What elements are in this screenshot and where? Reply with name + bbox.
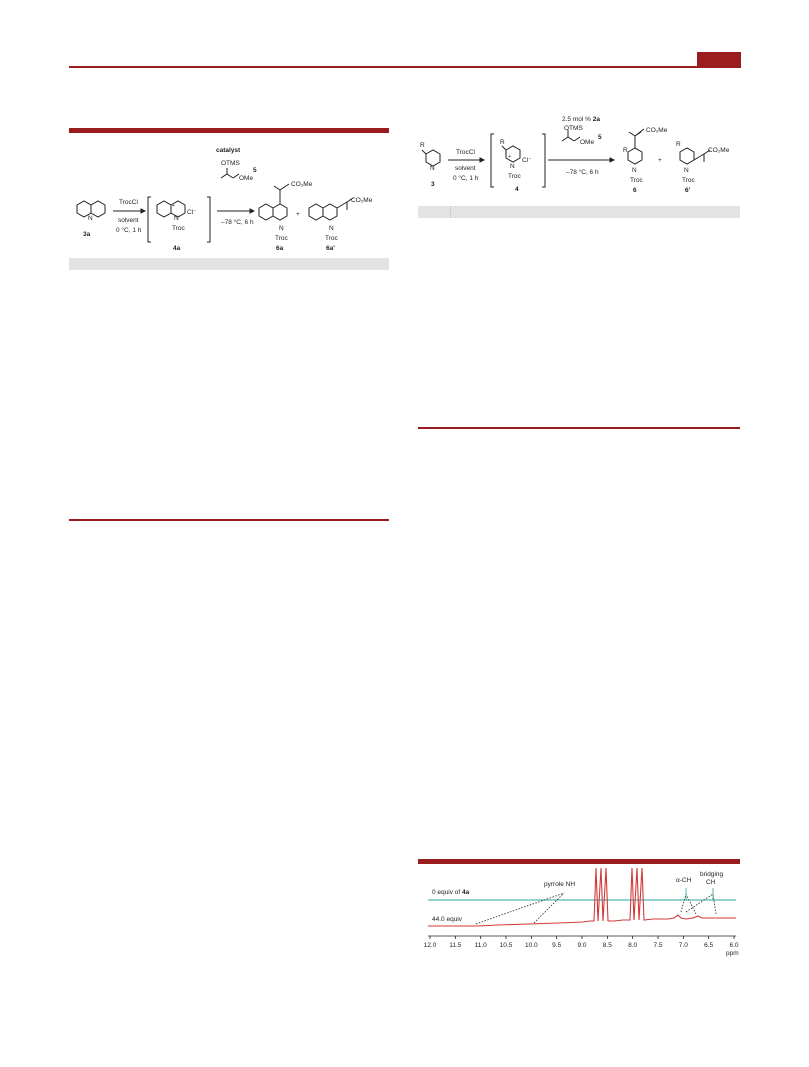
nmr-tick-label: 11.0 xyxy=(474,942,487,949)
left-reagent-top: TrocCl xyxy=(119,199,138,206)
right-catalyst-pre: 2.5 mol % xyxy=(562,116,593,123)
right-n-start: N xyxy=(430,165,435,172)
nmr-tick-label: 12.0 xyxy=(423,942,437,949)
right-chloride: Cl⁻ xyxy=(522,157,532,164)
right-r-prod2: R xyxy=(676,141,681,148)
nmr-trace-bottom-label: 44.0 equiv xyxy=(432,916,462,923)
left-plus: + xyxy=(172,203,175,209)
right-prod2-label: 6' xyxy=(685,187,691,194)
left-table-bottom-rule xyxy=(69,519,389,521)
right-plus: + xyxy=(508,154,511,160)
right-table-header xyxy=(418,206,740,218)
right-ome: OMe xyxy=(580,139,595,146)
right-inter-label: 4 xyxy=(515,186,519,193)
left-plus-sign: + xyxy=(296,211,300,218)
header-tab xyxy=(697,52,741,67)
nmr-peak-bridging-1: bridging xyxy=(700,871,724,878)
nmr-tick-label: 10.5 xyxy=(499,942,513,949)
nmr-tick-label: 9.5 xyxy=(552,942,562,949)
nmr-tick-label: 9.0 xyxy=(577,942,587,949)
nmr-axis-ticks xyxy=(424,936,739,949)
header-rule xyxy=(69,66,741,68)
right-otms: OTMS xyxy=(564,125,583,132)
right-reagent-bot: 0 °C, 1 h xyxy=(453,175,479,182)
left-reagent-bot: 0 °C, 1 h xyxy=(116,227,142,234)
nmr-trace-top-label-bold: 4a xyxy=(462,889,470,896)
right-catalyst-text xyxy=(562,116,600,123)
left-troc-inter: Troc xyxy=(172,225,185,232)
left-inter-label: 4a xyxy=(173,245,181,252)
right-prod1-label: 6 xyxy=(633,187,637,194)
right-r-prod1: R xyxy=(623,147,628,154)
left-prod2-n: N xyxy=(329,225,334,232)
right-silyl-number: 5 xyxy=(598,134,602,141)
left-catalyst: catalyst xyxy=(216,147,241,154)
left-silyl-number: 5 xyxy=(253,167,257,174)
right-r-inter: R xyxy=(500,139,505,146)
right-prod1-troc: Troc xyxy=(630,177,643,184)
left-table-header xyxy=(69,258,389,270)
right-section-rule xyxy=(418,427,740,429)
nmr-axis-unit: ppm xyxy=(726,950,739,957)
right-prod2-troc: Troc xyxy=(682,177,695,184)
left-conditions: –78 °C, 6 h xyxy=(221,219,254,226)
left-scheme-top-rule xyxy=(69,128,389,133)
right-start-label: 3 xyxy=(431,181,435,188)
right-troc-inter: Troc xyxy=(508,173,521,180)
nmr-tick-label: 6.5 xyxy=(704,942,714,949)
nmr-spectrum xyxy=(418,866,740,966)
right-r-start: R xyxy=(420,142,425,149)
right-prod2-n: N xyxy=(684,167,689,174)
nmr-tick-label: 7.0 xyxy=(678,942,688,949)
nmr-tick-label: 10.0 xyxy=(525,942,538,949)
left-otms: OTMS xyxy=(221,160,240,167)
nmr-peak-pyrrole-nh: pyrrole NH xyxy=(544,881,576,888)
nmr-tick-label: 6.0 xyxy=(729,942,739,949)
nmr-peak-bridging-2: CH xyxy=(706,879,716,886)
left-ome: OMe xyxy=(239,175,254,182)
right-prod1-ester: CO₂Me xyxy=(646,127,668,134)
left-prod1-ester: CO₂Me xyxy=(291,181,313,188)
right-catalyst-bold: 2a xyxy=(592,116,600,123)
nmr-tick-label: 11.5 xyxy=(449,942,462,949)
nmr-peak-alpha-ch: α-CH xyxy=(676,877,692,884)
left-prod2-label: 6a' xyxy=(326,245,335,252)
right-plus-sign: + xyxy=(658,157,662,164)
left-reagent-mid: solvent xyxy=(118,217,139,224)
nmr-figure-top-rule xyxy=(418,859,740,864)
left-prod2-ester: CO₂Me xyxy=(351,197,373,204)
right-table-header-divider xyxy=(450,206,451,218)
right-n-inter: N xyxy=(510,163,515,170)
left-start-label: 3a xyxy=(83,231,91,238)
left-prod2-troc: Troc xyxy=(325,235,338,242)
left-chloride: Cl⁻ xyxy=(187,209,197,216)
nmr-tick-label: 7.5 xyxy=(653,942,663,949)
nmr-tick-label: 8.0 xyxy=(628,942,638,949)
left-prod1-n: N xyxy=(279,225,284,232)
left-n-start: N xyxy=(88,215,93,222)
right-reagent-mid: solvent xyxy=(455,165,476,172)
left-reaction-scheme xyxy=(69,140,389,255)
left-prod1-troc: Troc xyxy=(275,235,288,242)
right-prod1-n: N xyxy=(632,167,637,174)
nmr-trace-top-label xyxy=(432,889,470,896)
right-reagent-top: TrocCl xyxy=(456,149,475,156)
right-reaction-scheme xyxy=(418,112,740,204)
nmr-trace-top-label-pre: 0 equiv of xyxy=(432,889,462,896)
left-prod1-label: 6a xyxy=(276,245,284,252)
left-n-inter: N xyxy=(174,215,179,222)
nmr-tick-label: 8.5 xyxy=(602,942,612,949)
right-prod2-ester: CO₂Me xyxy=(708,147,730,154)
right-conditions: –78 °C, 6 h xyxy=(566,169,599,176)
